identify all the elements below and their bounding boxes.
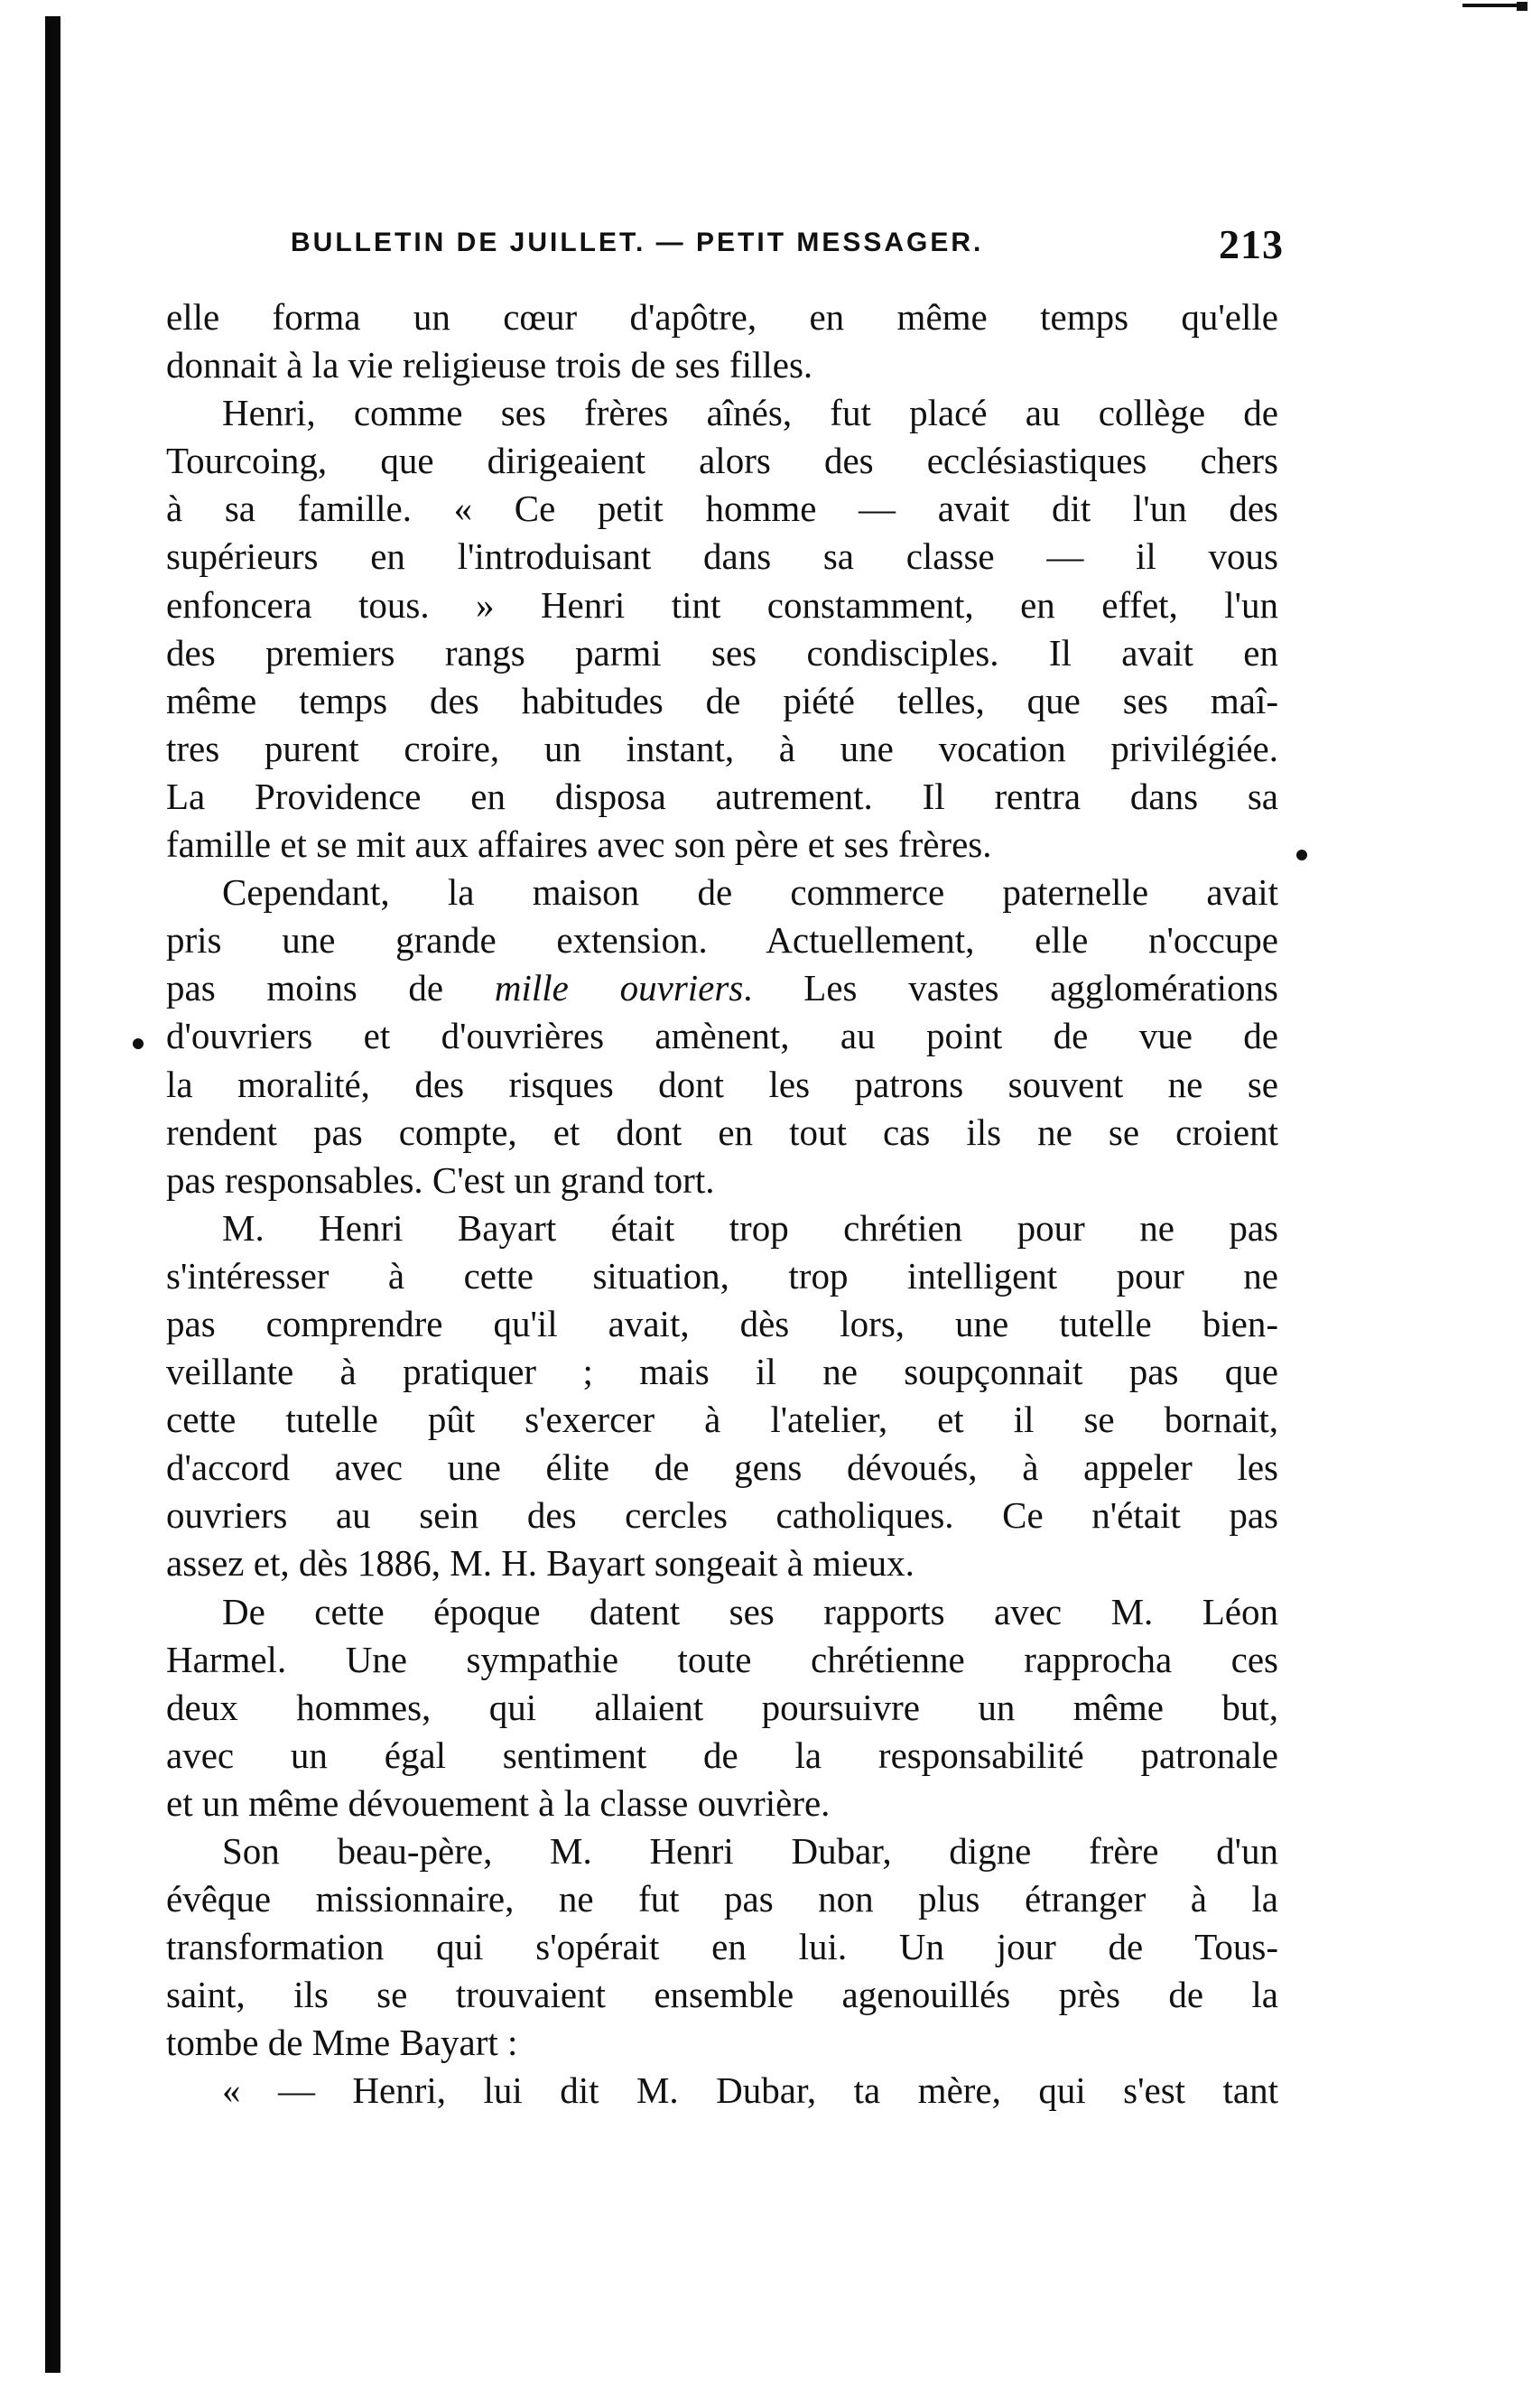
margin-bullet-mark [1296,850,1307,860]
text-line: assez et, dès 1886, M. H. Bayart songeait à mieux. [166,1542,915,1585]
scan-corner-mark [1462,4,1526,7]
text-line: elle forma un cœur d'apôtre, en même temps qu'elle [166,296,1278,338]
text-line: Tourcoing, que dirigeaient alors des ecclésiastiques chers [166,440,1278,482]
text-line: De cette époque datent ses rapports avec M. Léon [222,1590,1278,1632]
text-line: pris une grande extension. Actuellement, elle n'occupe [166,919,1278,962]
text-line: d'ouvriers et d'ouvrières amènent, au point de vue de [166,1015,1278,1057]
text-line: et un même dévouement à la classe ouvrière. [166,1781,831,1824]
text-line: tres purent croire, un instant, à une vocation privilégiée. [166,727,1278,769]
text-line: veillante à pratiquer ; mais il ne soupçonnait pas que [166,1351,1278,1393]
running-title: BULLETIN DE JUILLET. — PETIT MESSAGER. [291,228,984,257]
text-line: deux hommes, qui allaient poursuivre un même but, [166,1686,1278,1728]
text-line: s'intéresser à cette situation, trop intelligent pour ne [166,1254,1278,1297]
text-line: transformation qui s'opérait en lui. Un jour de Tous- [166,1926,1278,1968]
text-line: saint, ils se trouvaient ensemble agenouillés près de la [166,1974,1278,2016]
margin-bullet-mark [133,1038,144,1049]
text-line: famille et se mit aux affaires avec son père et ses frères. [166,823,992,866]
text-line: rendent pas compte, et dont en tout cas ils ne se croient [166,1111,1278,1153]
text-line: pas comprendre qu'il avait, dès lors, une tutelle bien- [166,1302,1278,1344]
text-line: pas moins de mille ouvriers. Les vastes agglomérations [166,967,1278,1009]
text-line: cette tutelle pût s'exercer à l'atelier, et il se bornait, [166,1399,1278,1441]
text-line: Cependant, la maison de commerce paternelle avait [222,871,1278,914]
text-line: enfoncera tous. » Henri tint constamment, en effet, l'un [166,583,1278,626]
text-line: ouvriers au sein des cercles catholiques. Ce n'était pas [166,1494,1278,1537]
text-line: tombe de Mme Bayart : [166,2022,518,2064]
text-line: des premiers rangs parmi ses condisciples. Il avait en [166,631,1278,674]
page-header [291,221,1284,267]
text-line: d'accord avec une élite de gens dévoués, à appeler les [166,1446,1278,1489]
text-line: avec un égal sentiment de la responsabilité patronale [166,1734,1278,1776]
text-line: Son beau-père, M. Henri Dubar, digne frère d'un [222,1830,1278,1872]
text-line: évêque missionnaire, ne fut pas non plus étranger à la [166,1878,1278,1920]
text-line: La Providence en disposa autrement. Il rentra dans sa [166,775,1278,817]
text-line: donnait à la vie religieuse trois de ses filles. [166,344,813,386]
body-text [166,293,1278,2115]
text-line: la moralité, des risques dont les patrons souvent ne se [166,1063,1278,1105]
page-edge-shadow [45,16,60,2373]
text-line: à sa famille. « Ce petit homme — avait dit l'un des [166,488,1278,530]
page-number: 213 [1219,221,1284,267]
text-line: Henri, comme ses frères aînés, fut placé au collège de [222,392,1278,434]
text-line: supérieurs en l'introduisant dans sa classe — il vous [166,535,1278,578]
text-line: pas responsables. C'est un grand tort. [166,1158,715,1201]
text-line: même temps des habitudes de piété telles, que ses maî- [166,679,1278,721]
italic-phrase: mille ouvriers [494,967,744,1009]
text-line: Harmel. Une sympathie toute chrétienne rapprocha ces [166,1638,1278,1680]
text-line: « — Henri, lui dit M. Dubar, ta mère, qui s'est tant [222,2069,1278,2112]
text-line: M. Henri Bayart était trop chrétien pour ne pas [222,1206,1278,1249]
